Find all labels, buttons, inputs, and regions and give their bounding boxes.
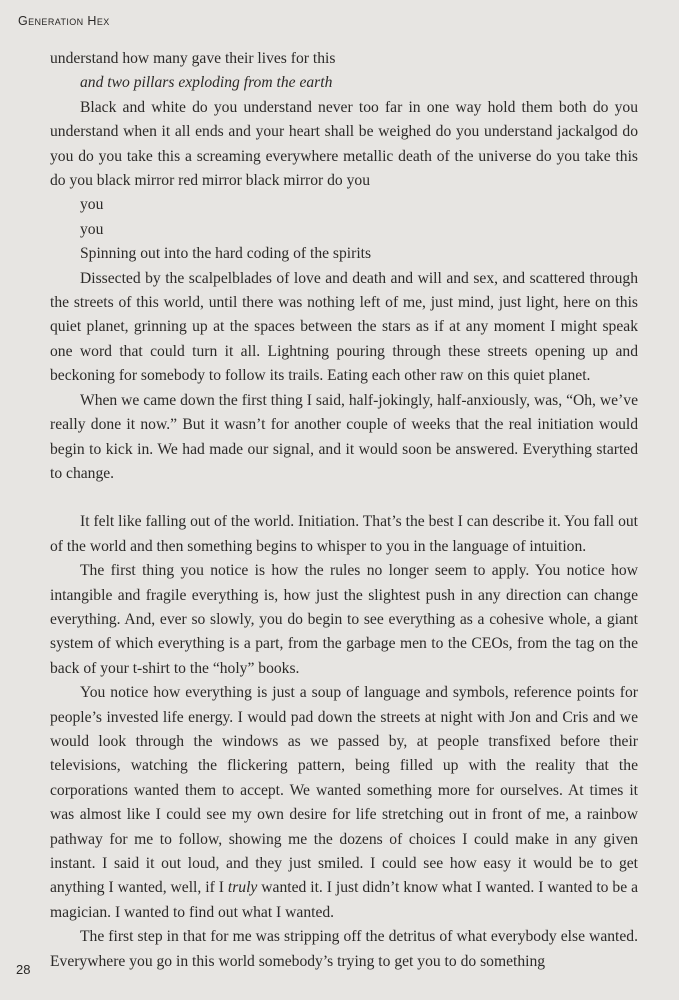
paragraph: When we came down the first thing I said, half-jokingly, half-anxiously, was, “Oh, we’ve really done it now.” But it wasn’t for another couple of weeks that the real initiation would begin to kick in. We had made our signal, and it would soon be answered. Everything started to change. — [50, 391, 638, 482]
paragraph-part: You notice how everything is just a soup of language and symbols, reference points for people’s invested life energy. I would pad down the streets at night with Jon and Cris and we would look through the windows as we passed by, at people transfixed before their televisions, watching the flickering pattern, being filled up with the reality that the corporations wanted them to accept. We wanted something more for ourselves. At times it was almost like I could see my own desire for life stretching out in front of me, a rainbow pathway for me to follow, showing me the dozens of choices I could make in any given instant. I said it out loud, and they just smiled. I could see how easy it would be to get anything I wanted, well, if I — [50, 684, 638, 897]
paragraph: you — [80, 196, 104, 214]
paragraph: you — [80, 220, 104, 238]
paragraph: Spinning out into the hard coding of the spirits — [80, 245, 372, 263]
paragraph-italic — [50, 71, 638, 95]
italic-line: and two pillars exploding from the earth — [80, 74, 333, 92]
paragraph: It felt like falling out of the world. Initiation. That’s the best I can describe it. You fall out of the world and then something begins to whisper to you in the language of intuition. — [50, 513, 638, 555]
page-number: 28 — [16, 962, 31, 977]
paragraph: understand how many gave their lives for this — [50, 50, 336, 67]
paragraph: Dissected by the scalpelblades of love and death and will and sex, and scattered through the streets of this world, until there was nothing left of me, just mind, just light, here on this quiet planet, grinning up at the spaces between the stars as if at any moment I might speak one word that could turn it all. Lightning pouring through these streets opening up and beckoning for somebody to follow its trails. Eating each other raw on this quiet planet. — [50, 269, 638, 385]
paragraph-part: wanted it. I just didn’t know what I wanted. I wanted to be a magician. I wanted to find out what I wanted. — [50, 879, 638, 921]
paragraph: The first step in that for me was stripping off the detritus of what everybody else wanted. Everywhere you go in this world somebody’s trying to get you to do something — [50, 928, 638, 970]
paragraph — [50, 681, 638, 925]
paragraph: The first thing you notice is how the rules no longer seem to apply. You notice how intangible and fragile everything is, how just the slightest push in any direction can change everything. And, ever so slowly, you do begin to see everything as a cohesive whole, a giant system of which everything is a part, from the garbage men to the CEOs, from the tag on the back of your t-shirt to the “holy” books. — [50, 562, 638, 677]
emphasis: truly — [227, 879, 258, 897]
paragraph: Black and white do you understand never too far in one way hold them both do you understand when it all ends and your heart shall be weighed do you understand jackalgod do you do you take this a screaming everywhere metallic death of the universe do you take this do you black mirror red mirror black mirror do you — [50, 98, 638, 190]
running-header: Generation Hex — [18, 14, 110, 28]
body-text — [50, 47, 638, 974]
